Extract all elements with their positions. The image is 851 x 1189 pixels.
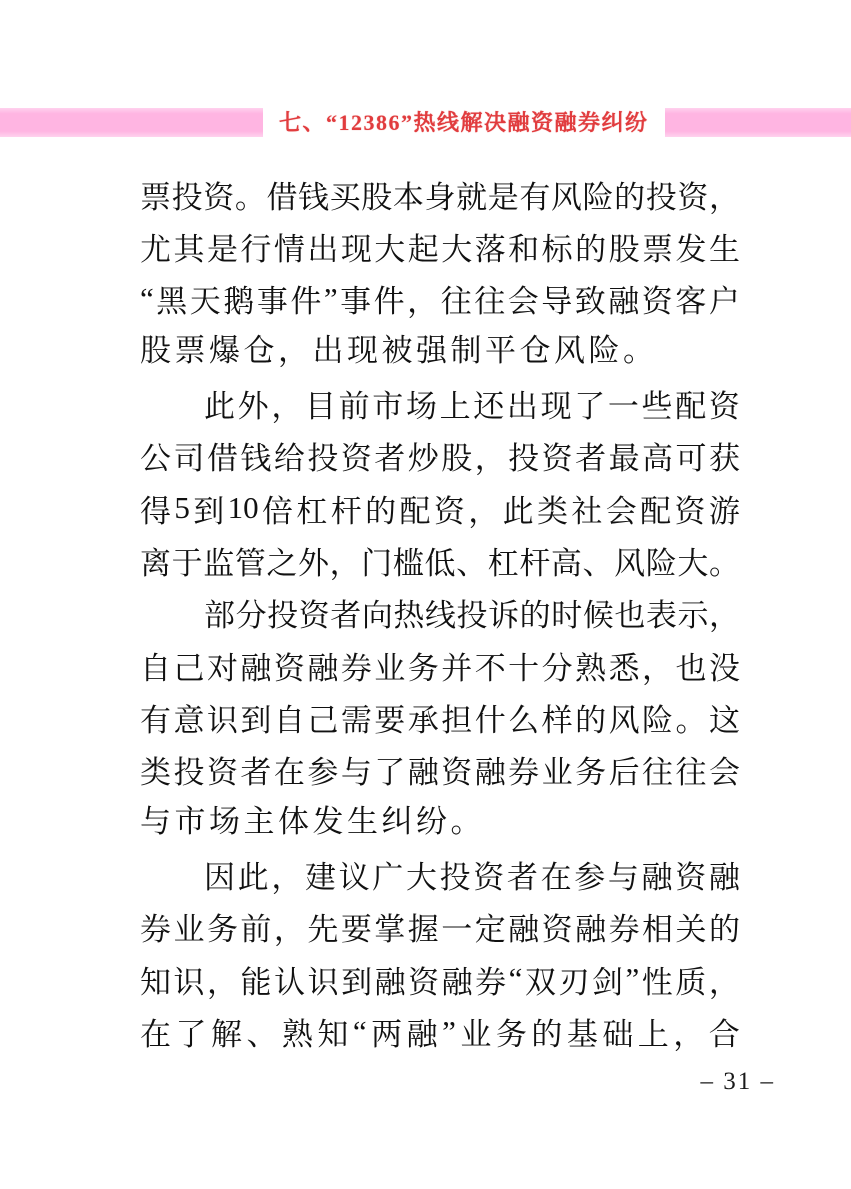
char: 、	[246, 1017, 278, 1053]
char: 市	[372, 389, 404, 425]
char: 要	[340, 912, 372, 948]
header-banner-right	[665, 108, 851, 137]
char: 事	[256, 284, 288, 320]
char: 股	[361, 179, 393, 215]
char: 意	[173, 703, 205, 739]
char: 些	[641, 389, 673, 425]
char: 资	[641, 284, 673, 320]
char: 资	[677, 179, 709, 215]
char: 两	[371, 1017, 403, 1053]
body-text-line	[140, 953, 740, 1005]
char: 现	[340, 232, 372, 268]
body-text-line: 与市场主体发生纠纷。	[140, 804, 485, 840]
char: 10	[227, 490, 259, 526]
char: 资	[473, 860, 505, 896]
char: 融	[407, 755, 439, 791]
char: ，	[207, 964, 239, 1000]
char: ，	[673, 1017, 705, 1053]
char: ，	[468, 493, 500, 529]
char: 识	[173, 964, 205, 1000]
char: 上	[439, 389, 471, 425]
char: 低	[424, 546, 456, 582]
char: 和	[508, 232, 540, 268]
char: 资	[541, 912, 573, 948]
char: 是	[487, 179, 519, 215]
char: 险	[645, 546, 677, 582]
char: 起	[407, 232, 439, 268]
char: 、	[582, 546, 614, 582]
char: 会	[605, 493, 637, 529]
char: 大	[441, 232, 473, 268]
char: 上	[637, 1017, 669, 1053]
char: 承	[407, 703, 439, 739]
char: 股	[441, 441, 473, 477]
body-text-line	[140, 639, 740, 691]
char: 现	[540, 389, 572, 425]
char: 并	[441, 650, 473, 686]
char: 与	[340, 755, 372, 791]
body-text-line	[140, 1006, 740, 1058]
body-text-line	[140, 482, 740, 534]
char: 表	[645, 598, 677, 634]
char: 融	[608, 284, 640, 320]
char: 资	[441, 755, 473, 791]
char: 类	[537, 493, 568, 529]
char: 导	[541, 284, 573, 320]
char: 资	[340, 441, 372, 477]
char: 后	[608, 755, 640, 791]
char: 融	[474, 755, 506, 791]
char: 风	[614, 546, 646, 582]
char: 高	[550, 546, 582, 582]
char: 大	[405, 860, 437, 896]
char: 关	[675, 912, 707, 948]
char: 监	[203, 546, 235, 582]
char: 借	[266, 179, 298, 215]
char: 要	[374, 703, 406, 739]
char: 票	[642, 232, 674, 268]
char: 融	[307, 650, 339, 686]
char: 此	[237, 860, 269, 896]
char: 于	[171, 546, 203, 582]
char: ，	[271, 860, 303, 896]
char: ，	[273, 912, 305, 948]
char: 资	[674, 493, 706, 529]
char: ，	[474, 441, 506, 477]
char: 诉	[488, 598, 520, 634]
char: 融	[374, 964, 406, 1000]
char: 配	[675, 389, 707, 425]
char: 5	[174, 490, 190, 526]
char: 先	[307, 912, 339, 948]
char: 前	[338, 389, 370, 425]
char: 建	[304, 860, 336, 896]
char: 大	[677, 546, 709, 582]
char: 熟	[575, 650, 607, 686]
char: 高	[642, 441, 674, 477]
char: 投	[508, 441, 540, 477]
char: 游	[708, 493, 740, 529]
char: 得	[140, 493, 171, 529]
char: 票	[140, 179, 171, 215]
char: 的	[519, 598, 551, 634]
char: 础	[602, 1017, 634, 1053]
char: 场	[405, 389, 437, 425]
char: 事	[340, 284, 372, 320]
char: 业	[460, 1017, 492, 1053]
char: 杆	[519, 546, 551, 582]
char: 担	[441, 703, 473, 739]
char: 倍	[262, 493, 293, 529]
char: 的	[575, 232, 607, 268]
char: 外	[298, 546, 330, 582]
char: 在	[540, 860, 572, 896]
char: 参	[307, 755, 339, 791]
char: 到	[341, 964, 373, 1000]
char: 资	[298, 598, 330, 634]
char: 资	[273, 650, 305, 686]
char: 悉	[608, 650, 640, 686]
char: 此	[502, 493, 534, 529]
char: 广	[372, 860, 404, 896]
char: 有	[519, 179, 551, 215]
char: 券	[508, 755, 540, 791]
char: 业	[173, 912, 205, 948]
char: 是	[206, 232, 238, 268]
char: 资	[408, 964, 440, 1000]
char: 离	[140, 546, 171, 582]
char: 没	[708, 650, 740, 686]
char: 也	[675, 650, 707, 686]
char: 识	[307, 964, 339, 1000]
char: 认	[274, 964, 306, 1000]
body-text-line	[140, 901, 740, 953]
char: 解	[210, 1017, 242, 1053]
char: 对	[206, 650, 238, 686]
char: 的	[575, 703, 607, 739]
char: 投	[645, 179, 677, 215]
char: 此	[204, 389, 235, 425]
body-text-line	[140, 220, 740, 272]
char: 了	[175, 1017, 207, 1053]
char: 务	[495, 1017, 527, 1053]
char: 目	[304, 389, 336, 425]
char: 资	[541, 441, 573, 477]
char: ，	[329, 546, 361, 582]
char: 定	[474, 912, 506, 948]
char: 了	[374, 755, 406, 791]
char: 融	[406, 1017, 438, 1053]
char: 务	[407, 650, 439, 686]
char: 示	[677, 598, 709, 634]
char: 资	[433, 493, 465, 529]
char: 资	[206, 755, 238, 791]
chapter-header	[0, 108, 851, 137]
char: 这	[708, 703, 740, 739]
char: 也	[614, 598, 646, 634]
char: 钱	[298, 179, 330, 215]
char: 就	[456, 179, 488, 215]
char: 合	[708, 1017, 740, 1053]
body-text-line: 股票爆仓，出现被强制平仓风险。	[140, 333, 658, 369]
char: 融	[508, 912, 540, 948]
char: 券	[475, 964, 507, 1000]
char: 资	[675, 860, 707, 896]
char: 炒	[407, 441, 439, 477]
char: 其	[173, 232, 205, 268]
char: 标	[541, 232, 573, 268]
char: 者	[240, 755, 272, 791]
char: 议	[338, 860, 370, 896]
char: 往	[440, 284, 472, 320]
body-text-line	[140, 691, 740, 743]
char: 了	[574, 389, 606, 425]
char: 部	[204, 598, 235, 634]
char: 务	[206, 912, 238, 948]
char: 最	[608, 441, 640, 477]
char: 本	[392, 179, 424, 215]
char: 险	[582, 179, 614, 215]
char: 杆	[330, 493, 362, 529]
char: 剑	[591, 964, 623, 1000]
char: 投	[456, 598, 488, 634]
char: 融	[240, 650, 272, 686]
body-text-line	[140, 377, 740, 429]
char: 杠	[296, 493, 328, 529]
char: 、	[456, 546, 488, 582]
char: 的	[365, 493, 397, 529]
char: 投	[173, 755, 205, 791]
char: 情	[273, 232, 305, 268]
char: 握	[407, 912, 439, 948]
char: 前	[240, 912, 272, 948]
char: 生	[708, 232, 740, 268]
char: 知	[140, 964, 171, 1000]
char: 在	[140, 1017, 171, 1053]
char: ”	[442, 1013, 456, 1049]
char: 黑	[156, 284, 188, 320]
char: 借	[206, 441, 238, 477]
char: 配	[399, 493, 431, 529]
char: 资	[203, 179, 235, 215]
char: 样	[541, 703, 573, 739]
char: 出	[506, 389, 538, 425]
char: 行	[240, 232, 272, 268]
char: 的	[708, 912, 740, 948]
body-text	[140, 168, 740, 1058]
char: 险	[642, 703, 674, 739]
char: 与	[607, 860, 639, 896]
char: ，	[642, 650, 674, 686]
char: 槛	[392, 546, 424, 582]
char: 自	[273, 703, 305, 739]
char: 客	[675, 284, 707, 320]
char: 件	[290, 284, 322, 320]
char: 不	[474, 650, 506, 686]
char: 钱	[240, 441, 272, 477]
char: 类	[140, 755, 171, 791]
char: 社	[571, 493, 603, 529]
char: 者	[575, 441, 607, 477]
char: 因	[204, 860, 235, 896]
char: 风	[550, 179, 582, 215]
char: 风	[608, 703, 640, 739]
char: 熟	[281, 1017, 313, 1053]
char: 性	[641, 964, 673, 1000]
char: 落	[474, 232, 506, 268]
body-text-line	[140, 273, 740, 325]
char: 买	[329, 179, 361, 215]
char: 者	[374, 441, 406, 477]
char: 天	[189, 284, 221, 320]
char: 分	[541, 650, 573, 686]
char: 公	[140, 441, 171, 477]
page-number: – 31 –	[700, 1068, 775, 1095]
char: ”	[625, 961, 640, 997]
char: 刃	[558, 964, 590, 1000]
char: 到	[193, 493, 225, 529]
char: 双	[524, 964, 556, 1000]
body-text-line	[140, 744, 740, 796]
char: 的	[614, 179, 646, 215]
char: 配	[640, 493, 672, 529]
char: 务	[575, 755, 607, 791]
char: 到	[240, 703, 272, 739]
char: 己	[307, 703, 339, 739]
body-text-line	[140, 168, 740, 220]
char: 投	[171, 179, 203, 215]
body-text-line	[140, 848, 740, 900]
char: 么	[508, 703, 540, 739]
char: 融	[441, 964, 473, 1000]
char: 发	[675, 232, 707, 268]
char: 需	[340, 703, 372, 739]
char: 知	[317, 1017, 349, 1053]
char: 基	[566, 1017, 598, 1053]
char: 融	[708, 860, 740, 896]
char: 券	[340, 650, 372, 686]
char: 大	[374, 232, 406, 268]
char: ，	[271, 389, 303, 425]
char: 尤	[140, 232, 171, 268]
char: ，	[709, 598, 740, 634]
char: 向	[361, 598, 393, 634]
char: 之	[266, 546, 298, 582]
char: ，	[407, 284, 439, 320]
char: 分	[235, 598, 267, 634]
header-banner-left	[0, 108, 263, 137]
char: 司	[173, 441, 205, 477]
char: 会	[708, 755, 740, 791]
char: 门	[361, 546, 393, 582]
char: 时	[551, 598, 583, 634]
char: 往	[642, 755, 674, 791]
char: 者	[330, 598, 362, 634]
char: 候	[582, 598, 614, 634]
char: 身	[424, 179, 456, 215]
char: 件	[373, 284, 405, 320]
char: 线	[424, 598, 456, 634]
char: 户	[708, 284, 740, 320]
body-text-line	[140, 534, 740, 586]
char: 往	[474, 284, 506, 320]
char: 参	[574, 860, 606, 896]
char: 股	[608, 232, 640, 268]
chapter-title: 七、“12386”热线解决融资融券纠纷	[279, 110, 649, 135]
char: 者	[506, 860, 538, 896]
char: 资	[708, 389, 740, 425]
char: 在	[273, 755, 305, 791]
page-footer	[701, 1067, 776, 1097]
char: 质	[675, 964, 707, 1000]
char: “	[508, 961, 523, 997]
char: 券	[140, 912, 171, 948]
char: 。	[708, 546, 740, 582]
char: 还	[473, 389, 505, 425]
char: 一	[607, 389, 639, 425]
body-text-line	[140, 587, 740, 639]
char: 什	[474, 703, 506, 739]
char: 融	[641, 860, 673, 896]
char: 己	[173, 650, 205, 686]
char: 券	[608, 912, 640, 948]
char: 识	[206, 703, 238, 739]
char: 一	[441, 912, 473, 948]
char: 获	[708, 441, 740, 477]
char: 融	[575, 912, 607, 948]
char: ，	[708, 964, 740, 1000]
char: ，	[708, 179, 740, 215]
char: 投	[307, 441, 339, 477]
char: 投	[439, 860, 471, 896]
char: 十	[508, 650, 540, 686]
char: 相	[642, 912, 674, 948]
char: 能	[240, 964, 272, 1000]
char: ”	[323, 280, 338, 316]
char: 。	[234, 179, 266, 215]
char: “	[352, 1013, 367, 1049]
char: 鹅	[223, 284, 255, 320]
char: 往	[675, 755, 707, 791]
char: 致	[574, 284, 606, 320]
char: 的	[531, 1017, 563, 1053]
body-text-line	[140, 430, 740, 482]
char: 有	[140, 703, 171, 739]
char: 投	[267, 598, 299, 634]
char: 掌	[374, 912, 406, 948]
char: 会	[507, 284, 539, 320]
char: 管	[234, 546, 266, 582]
char: 给	[273, 441, 305, 477]
char: 。	[675, 703, 707, 739]
char: 出	[307, 232, 339, 268]
char: 杠	[487, 546, 519, 582]
char: 可	[675, 441, 707, 477]
char: 热	[393, 598, 425, 634]
char: 业	[541, 755, 573, 791]
char: 业	[374, 650, 406, 686]
char: 外	[237, 389, 269, 425]
char: 自	[140, 650, 171, 686]
char: “	[140, 280, 154, 316]
